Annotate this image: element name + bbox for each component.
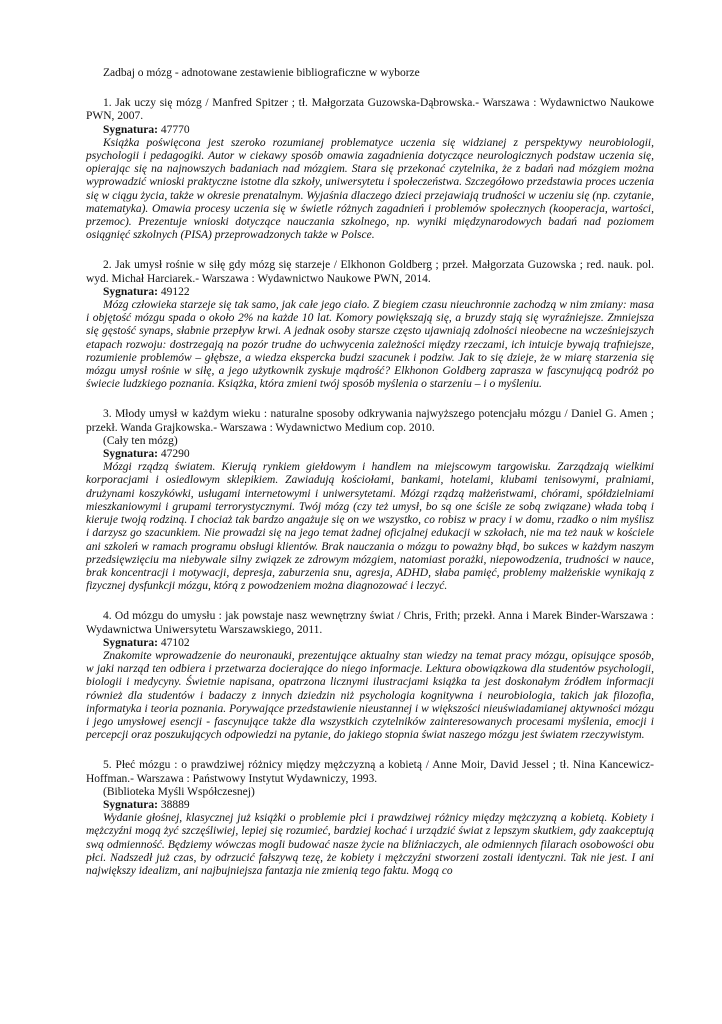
- signature-label: Sygnatura:: [103, 636, 158, 649]
- entry-citation: 4. Od mózgu do umysłu : jak powstaje nasz wewnętrzny świat / Chris, Frith; przekł. Anna i Marek Binder-Warszawa : Wydawnictwa Uniwersytetu Warszawskiego, 2011.: [86, 610, 654, 636]
- entry-signature: [103, 448, 654, 461]
- entry-abstract: Książka poświęcona jest szeroko rozumianej problematyce uczenia się widzianej z perspektywy neurobiologii, psychologii i pedagogiki. Autor w ciekawy sposób omawia zagadnienia dotyczące neurologicznych podstaw uczenia się, opierając się na najnowszych badaniach nad mózgiem. Stara się przekonać czytelnika, że z badań nad mózgiem można wyprowadzić wnioski praktyczne istotne dla szkoły, uniwersytetu i społeczeństwa. Szczegółowo przedstawia proces uczenia się w ciągu życia, także w okresie prenatalnym. Wyjaśnia dlaczego dzieci przejawiają trudności w uczeniu się (np. czytanie, matematyka). Omawia procesy uczenia się w świetle różnych zagadnień i problemów społecznych (kooperacja, wartości, przemoc). Prezentuje wnioski dotyczące nauczania szkolnego, np. wyniki międzynarodowych badań nad poziomem osiągnięć szkolnych (PISA) przeprowadzonych także w Polsce.: [86, 136, 654, 242]
- signature-label: Sygnatura:: [103, 285, 158, 298]
- bibliography-entry-1: [86, 97, 654, 242]
- signature-value: 38889: [160, 798, 190, 811]
- bibliography-entry-3: [86, 408, 654, 593]
- bibliography-entry-5: [86, 759, 654, 878]
- entry-signature: [103, 124, 654, 137]
- entry-abstract: Wydanie głośnej, klasycznej już książki o problemie płci i prawdziwej różnicy między mężczyzną a kobietą. Kobiety i mężczyźni mogą żyć szczęśliwiej, lepiej się rozumieć, bardziej kochać i urządzić świat z lepszym skutkiem, gdy zaakceptują swą odmienność. Będziemy wówczas mogli budować nasze życie na bliźniaczych, ale odmiennych filarach osobowości obu płci. Nadszedł już czas, by odrzucić fałszywą tezę, że kobiety i mężczyźni stworzeni zostali identyczni. Tak nie jest. I ani największy idealizm, ani najbujniejsza fantazja nie zmienią tego faktu. Mogą co: [86, 812, 654, 877]
- entry-abstract: Mózg człowieka starzeje się tak samo, jak całe jego ciało. Z biegiem czasu nieuchronnie zachodzą w nim zmiany: masa i objętość mózgu spada o około 2% na każde 10 lat. Komory powiększają się, a bruzdy stają się wyraźniejsze. Zmniejsza się gęstość synaps, słabnie przepływ krwi. A jednak osoby starsze często ujawniają zdolności nieobecne na wcześniejszych etapach rozwoju: dostrzegają na pozór trudne do uchwycenia zależności między rzeczami, ich intuicje bywają trafniejsze, rozumienie problemów – głębsze, a wiedza ekspercka budzi szacunek i podziw. Jak to się dzieje, że w miarę starzenia się mózgu umysł rośnie w siłę, a jego użytkownik zyskuje mądrość? Elkhonon Goldberg zaprasza w fascynującą podróż po świecie ludzkiego poznania. Książka, która zmieni twój sposób myślenia o starzeniu – i o myśleniu.: [86, 299, 654, 391]
- signature-value: 47290: [160, 448, 190, 461]
- signature-label: Sygnatura:: [103, 123, 158, 136]
- signature-label: Sygnatura:: [103, 448, 158, 461]
- signature-value: 47770: [160, 123, 190, 136]
- entry-citation: 2. Jak umysł rośnie w siłę gdy mózg się starzeje / Elkhonon Goldberg ; przeł. Małgorzata Guzowska ; red. nauk. pol. wyd. Michał Harciarek.- Warszawa : Wydawnictwo Naukowe PWN, 2014.: [86, 259, 654, 285]
- signature-value: 47102: [160, 636, 190, 649]
- entry-series-note: (Cały ten mózg): [103, 434, 178, 447]
- signature-label: Sygnatura:: [103, 798, 158, 811]
- bibliography-entry-2: [86, 259, 654, 391]
- entry-series-note: (Biblioteka Myśli Współczesnej): [103, 785, 255, 798]
- entry-citation: 5. Płeć mózgu : o prawdziwej różnicy między mężczyzną a kobietą / Anne Moir, David Jessel ; tł. Nina Kancewicz-Hoffman.- Warszawa : Państwowy Instytut Wydawniczy, 1993.: [86, 759, 654, 785]
- signature-value: 49122: [160, 285, 190, 298]
- bibliography-entry-4: [86, 610, 654, 742]
- document-title: Zadbaj o mózg - adnotowane zestawienie bibliograficzne w wyborze: [103, 67, 420, 79]
- entry-signature: [103, 286, 654, 299]
- entry-abstract: Mózgi rządzą światem. Kierują rynkiem giełdowym i handlem na miejscowym targowisku. Zarządzają wielkimi korporacjami i osiedlowym sklepikiem. Zawiadują kościołami, bankami, hotelami, klubami tenisowymi, pralniami, drużynami koszykówki, usługami internetowymi i uniwersytetami. Mózgi rządzą małżeństwami, chórami, spółdzielniami mieszkaniowymi i grupami terrorystycznymi. Twój mózg (czy też umysł, bo są one ściśle ze sobą związane) włada tobą i kieruje twoją rodziną. I chociaż tak bardzo angażuje się on we wszystko, co robisz w pracy i w domu, rzadko o nim myślisz i darzysz go szacunkiem. Nie prowadzi się na jego temat żadnej oficjalnej edukacji w szkołach, nie ma też nauk w kościele ani szkoleń w ramach programu obsługi klientów. Brak nauczania o mózgu to poważny błąd, bo sukces w każdym naszym przedsięwzięciu ma niebywale silny związek ze zdrowym mózgiem, natomiast porażki, niepowodzenia, trudności w nauce, brak koncentracji i motywacji, depresja, zaburzenia snu, agresja, ADHD, słaba pamięć, problemy małżeńskie wynikają z fizycznej dysfunkcji mózgu, którą z powodzeniem można diagnozować i leczyć.: [86, 461, 654, 593]
- document-page: [86, 67, 654, 895]
- entry-abstract: Znakomite wprowadzenie do neuronauki, prezentujące aktualny stan wiedzy na temat pracy mózgu, opisujące sposób, w jaki narząd ten odbiera i przetwarza docierające do niego informacje. Lektura obowiązkowa dla studentów psychologii, biologii i medycyny. Świetnie napisana, opatrzona licznymi ilustracjami książka ta jest doskonałym źródłem informacji również dla studentów i badaczy z innych dziedzin niż psychologia kognitywna i neurobiologia, takich jak filozofia, informatyka i teoria poznania. Porywające przedstawienie nieustannej i w większości nieuświadamianej aktywności mózgu i jego umysłowej esencji - fascynujące także dla wszystkich czytelników zainteresowanych procesami myślenia, emocji i percepcji oraz poszukujących odpowiedzi na pytanie, do jakiego stopnia świat naszego mózgu jest światem rzeczywistym.: [86, 649, 654, 742]
- entry-signature: [103, 637, 654, 650]
- entry-citation: 1. Jak uczy się mózg / Manfred Spitzer ; tł. Małgorzata Guzowska-Dąbrowska.- Warszawa : Wydawnictwo Naukowe PWN, 2007.: [86, 97, 654, 123]
- entry-citation: 3. Młody umysł w każdym wieku : naturalne sposoby odkrywania najwyższego potencjału mózgu / Daniel G. Amen ; przekł. Wanda Grajkowska.- Warszawa : Wydawnictwo Medium cop. 2010.: [86, 408, 654, 434]
- entry-signature: [103, 799, 654, 812]
